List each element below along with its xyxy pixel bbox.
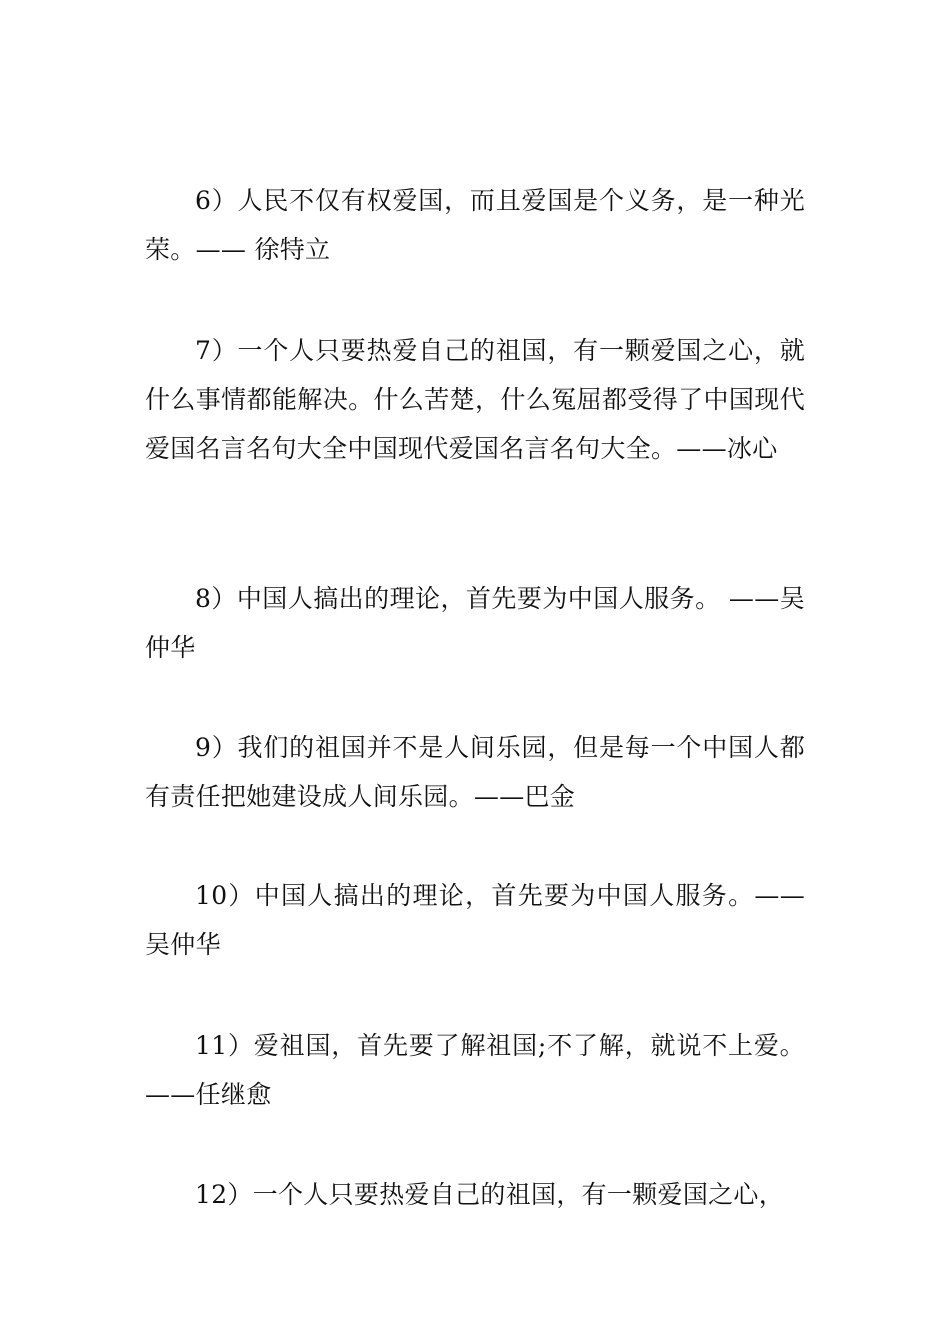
quote-paragraph-10: 10）中国人搞出的理论，首先要为中国人服务。——吴仲华	[145, 881, 805, 959]
quote-paragraph-12: 12）一个人只要热爱自己的祖国，有一颗爱国之心，	[195, 1180, 785, 1209]
quote-paragraph-8: 8）中国人搞出的理论，首先要为中国人服务。 ——吴仲华	[145, 584, 805, 662]
quote-paragraph-11: 11）爱祖国，首先要了解祖国;不了解，就说不上爱。——任继愈	[145, 1031, 805, 1109]
quote-paragraph-6: 6）人民不仅有权爱国，而且爱国是个义务，是一种光荣。—— 徐特立	[145, 186, 805, 264]
quote-paragraph-7: 7）一个人只要热爱自己的祖国，有一颗爱国之心，就什么事情都能解决。什么苦楚，什么冤屈都受得了中国现代爱国名言名句大全中国现代爱国名言名句大全。——冰心	[145, 336, 805, 463]
quote-paragraph-9: 9）我们的祖国并不是人间乐园，但是每一个中国人都有责任把她建设成人间乐园。——巴金	[145, 733, 805, 811]
